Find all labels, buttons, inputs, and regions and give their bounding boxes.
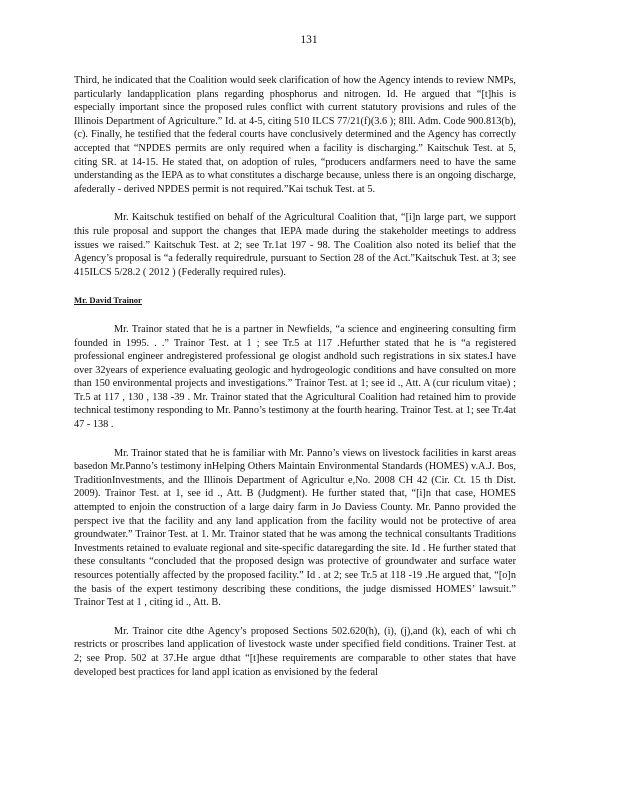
paragraph-trainor-background: Mr. Trainor stated that he is a partner in Newfields, “a science and engineering consulting firm founded in 1995. . .” Trainor Test. at 1 ; see Tr.5 at 117 .Hefurther stated that he is “a registered professional engineer andregistered professional ge ologist andhold such registrations in six states.I have over 32years of experience evaluating geologic and hydrogeologic conditions and have consulted on more than 150 environmental projects and investigations.” Trainor Test. at 1; see id ., Att. A (cur riculum vitae) ; Tr.5 at 117 , 130 , 138 -39 . Mr. Trainor stated that the Agricultural Coalition had retained him to provide technical testimony responding to Mr. Panno’s testimony at the fourth hearing. Trainor Test. at 1; see Tr.4at 47 - 138 . bbox=[74, 323, 516, 431]
paragraph-trainor-proposed-sections: Mr. Trainor cite dthe Agency’s proposed Sections 502.620(h), (i), (j),and (k), each of whi ch restricts or proscribes land application of livestock waste under specified field conditions. Trainer Test. at 2; see Prop. 502 at 37.He argue dthat “[t]hese requirements are comparable to other states that have developed best practices for land appl ication as envisioned by the federal bbox=[74, 625, 516, 678]
paragraph-trainor-panno-views: Mr. Trainor stated that he is familiar with Mr. Panno’s views on livestock facilities in karst areas basedon Mr.Panno’s testimony inHelping Others Maintain Environmental Standards (HOMES) v.A.J. Bos, TraditionInvestments, and the Illinois Department of Agricultur e,No. 2008 CH 42 (Cir. Ct. 15 th Dist. 2009). Trainor Test. at 1, see id ., Att. B (Judgment). He further stated that, “[i]n that case, HOMES attempted to enjoin the construction of a large dairy farm in Jo Daviess County. Mr. Panno provided the perspect ive that the facility and any land application from the facility would not be protective of area groundwater.” Trainor Test. at 1. Mr. Trainor stated that he was among the technical consultants Traditions Investments retained to evaluate regional and site-specific dataregarding the site. Id . He further stated that these consultants “concluded that the proposed design was protective of groundwater and surface water resources potentially affected by the proposed facility.” Id . at 2; see Tr.5 at 118 -19 .He argued that, “[o]n the basis of the expert testimony describing these conditions, the judge dismissed HOMES’ lawsuit.” Trainor Test at 1 , citing id ., Att. B. bbox=[74, 447, 516, 609]
page-number: 131 bbox=[300, 34, 318, 46]
paragraph-kaitschuk-support: Mr. Kaitschuk testified on behalf of the Agricultural Coalition that, “[i]n large part, we support this rule proposal and support the changes that IEPA made during the stakeholder meetings to address issues we raised.” Kaitschuk Test. at 2; see Tr.1at 197 - 98. The Coalition also noted its belief that the Agency’s proposal is “a federally requiredrule, pursuant to Section 28 of the Act.”Kaitschuk Test. at 3; see 415ILCS 5/28.2 ( 2012 ) (Federally required rules). bbox=[74, 212, 516, 278]
document-body bbox=[74, 74, 516, 679]
section-heading: Mr. David Trainor bbox=[74, 295, 142, 306]
paragraph-third-clarification: Third, he indicated that the Coalition would seek clarification of how the Agency intends to review NMPs, particularly landapplication plans regarding phosphorus and nitrogen. Id. He argued that “[t]his is especially important since the proposed rules conflict with current statutory provisions and rules of the Illinois Department of Agriculture.” Id. at 4-5, citing 510 ILCS 77/21(f)(3.6 ); 8Ill. Adm. Code 900.813(b), (c). Finally, he testified that the federal courts have conclusively determined and the Agency has correctly accepted that “NPDES permits are only required when a facility is discharging.” Kaitschuk Test. at 5, citing SR. at 14-15. He stated that, on adoption of rules, “producers andfarmers need to have the same understanding as the IEPA as to what constitutes a discharge because, unless there is an ongoing discharge, afederally - derived NPDES permit is not required.”Kai tschuk Test. at 5. bbox=[74, 75, 516, 195]
